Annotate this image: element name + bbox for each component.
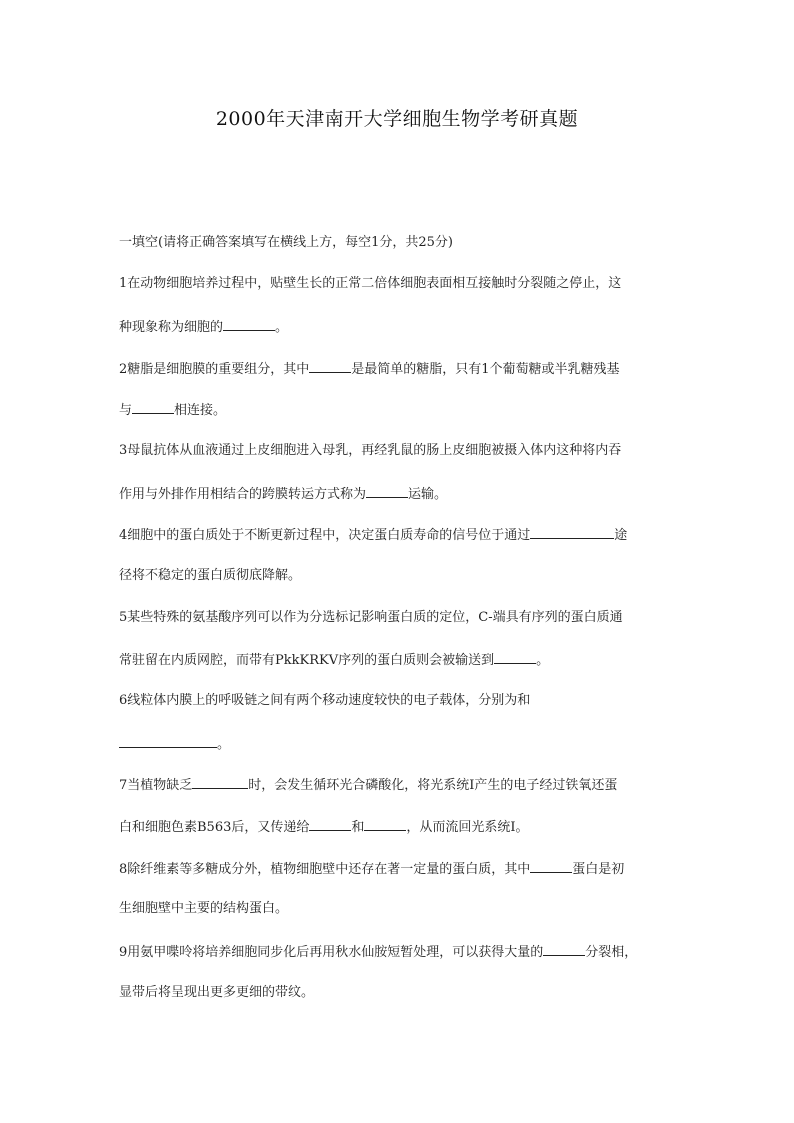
question-3-line-1: 3母鼠抗体从血液通过上皮细胞进入母乳，再经乳鼠的肠上皮细胞被摄入体内这种将内吞 (119, 443, 622, 458)
question-5-line-1: 5某些特殊的氨基酸序列可以作为分选标记影响蛋白质的定位，C-端具有序列的蛋白质通 (119, 610, 623, 625)
answer-blank[interactable] (530, 526, 614, 539)
question-7-text-c: 白和细胞色素B563后，又传递给 (119, 820, 310, 835)
question-7-text-d: 和 (351, 820, 365, 835)
question-8-text-b: 蛋白是初 (572, 862, 625, 877)
question-6-line-2 (119, 735, 679, 753)
answer-blank[interactable] (530, 860, 572, 873)
question-6-line-1: 6线粒体内膜上的呼吸链之间有两个移动速度较快的电子载体，分别为和 (119, 693, 531, 708)
section-heading: 一填空(请将正确答案填写在横线上方，每空1分，共25分) (119, 235, 453, 250)
question-8-line-1 (119, 860, 679, 878)
question-7-line-1 (119, 776, 679, 794)
question-7-line-2 (119, 818, 679, 836)
question-7-text-a: 7当植物缺乏 (119, 778, 193, 793)
answer-blank[interactable] (192, 776, 248, 789)
question-8-line-2: 生细胞壁中主要的结构蛋白。 (119, 901, 289, 916)
answer-blank[interactable] (309, 818, 351, 831)
question-2-text-d: 相连接。 (174, 403, 227, 418)
answer-blank[interactable] (494, 651, 536, 664)
question-7-text-e: ，从而流回光系统Ⅰ。 (406, 820, 529, 835)
answer-blank[interactable] (119, 735, 217, 748)
answer-blank[interactable] (309, 360, 351, 373)
answer-blank[interactable] (364, 818, 406, 831)
question-4-text-a: 4细胞中的蛋白质处于不断更新过程中，决定蛋白质寿命的信号位于通过 (119, 528, 531, 543)
answer-blank[interactable] (366, 485, 408, 498)
question-5-text-b: 。 (536, 653, 550, 668)
question-1-text-a: 种现象称为细胞的 (119, 320, 224, 335)
question-8-text-a: 8除纤维素等多糖成分外，植物细胞壁中还存在著一定量的蛋白质，其中 (119, 862, 531, 877)
question-3-line-2 (119, 485, 679, 503)
question-5-text-a: 常驻留在内质网腔，而带有PkkKRKV序列的蛋白质则会被输送到 (119, 653, 495, 668)
question-2-text-b: 是最简单的糖脂，只有1个葡萄糖或半乳糖残基 (351, 362, 620, 377)
page-title: 2000年天津南开大学细胞生物学考研真题 (215, 108, 579, 130)
question-2-line-1 (119, 360, 679, 378)
answer-blank[interactable] (132, 401, 174, 414)
question-3-text-b: 运输。 (408, 487, 448, 502)
question-2-text-c: 与 (119, 403, 133, 418)
question-1-line-2 (119, 318, 679, 336)
answer-blank[interactable] (223, 318, 275, 331)
question-7-text-b: 时，会发生循环光合磷酸化，将光系统Ⅰ产生的电子经过铁氧还蛋 (248, 778, 618, 793)
question-2-text-a: 2糖脂是细胞膜的重要组分，其中 (119, 362, 310, 377)
question-1-line-1: 1在动物细胞培养过程中，贴壁生长的正常二倍体细胞表面相互接触时分裂随之停止，这 (119, 276, 622, 291)
question-9-line-1 (119, 943, 679, 961)
answer-blank[interactable] (543, 943, 585, 956)
question-1-text-b: 。 (275, 320, 289, 335)
question-6-text-b: 。 (217, 737, 231, 752)
question-2-line-2 (119, 401, 679, 419)
question-5-line-2 (119, 651, 679, 669)
question-4-line-1 (119, 526, 679, 544)
question-9-line-2: 显带后将呈现出更多更细的带纹。 (119, 985, 315, 1000)
question-9-text-a: 9用氨甲喋呤将培养细胞同步化后再用秋水仙胺短暂处理，可以获得大量的 (119, 945, 544, 960)
question-4-text-b: 途 (614, 528, 628, 543)
question-3-text-a: 作用与外排作用相结合的跨膜转运方式称为 (119, 487, 367, 502)
question-4-line-2: 径将不稳定的蛋白质彻底降解。 (119, 568, 302, 583)
question-9-text-b: 分裂相， (585, 945, 638, 960)
